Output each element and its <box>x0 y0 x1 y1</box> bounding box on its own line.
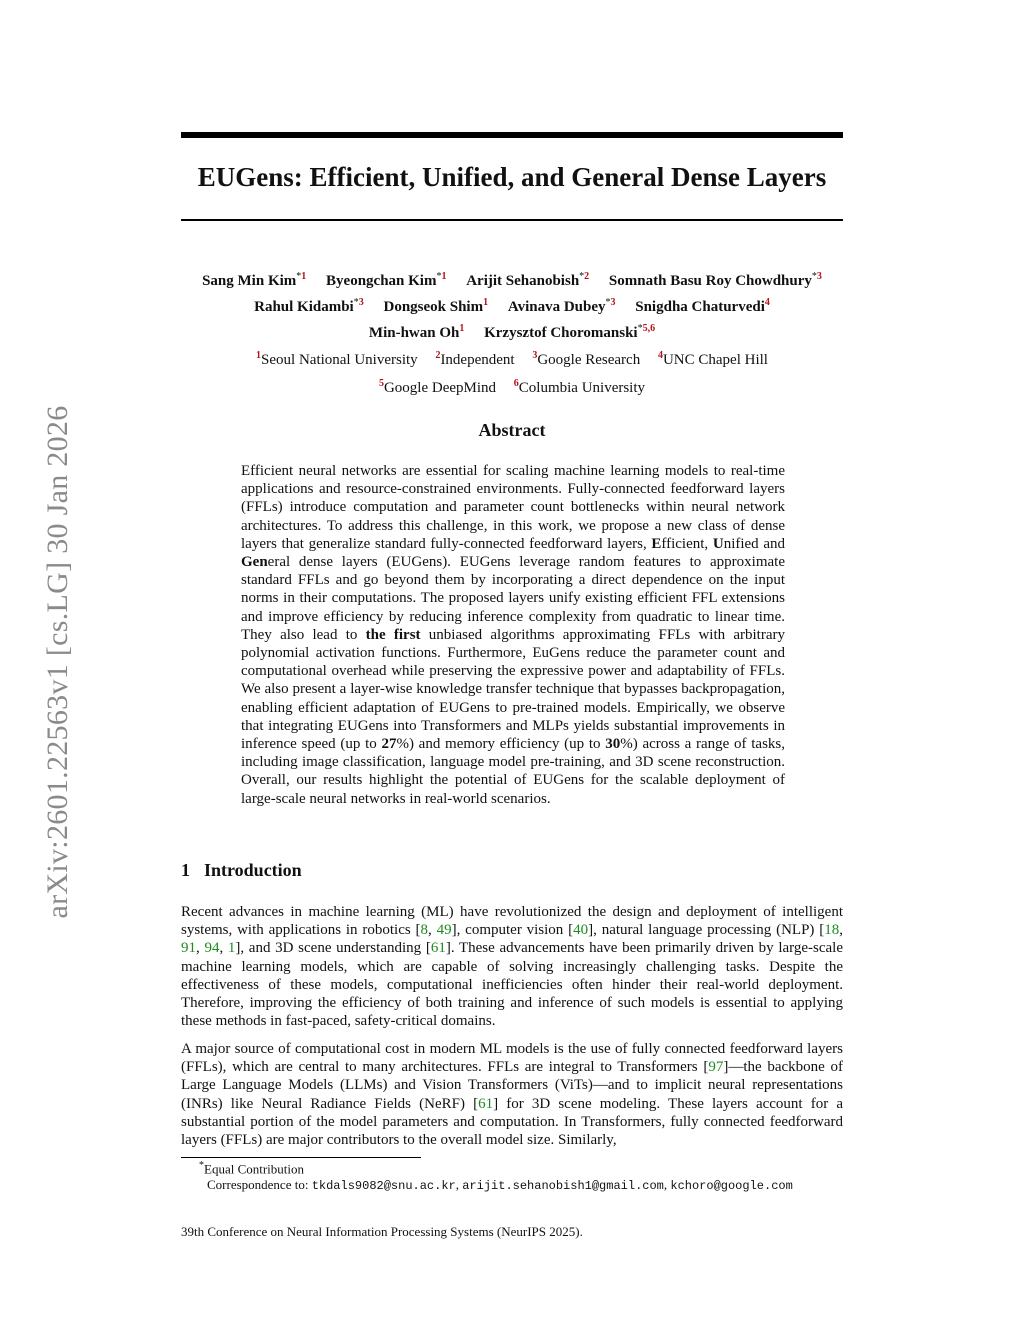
author: Somnath Basu Roy Chowdhury$^{*3}$ <box>608 271 822 289</box>
abstract-body: Efficient neural networks are essential for scaling machine learning models to real-time applications and resource-constrained environments. Fully-connected feedforward layers (FFLs) introduce computation and parameter count bottlenecks within neural network architectures. To address this challenge, in this work, we propose a new class of dense layers that generalize standard fully-connected feedforward layers, Efficient, Unified and General dense layers (EUGens). EUGens leverage random features to approximate standard FFLs and go beyond them by incorporating a direct dependence on the input norms in their computations. The proposed layers unify existing efficient FFL extensions and improve efficiency by reducing inference complexity from quadratic to linear time. They also lead to the first unbiased algorithms approximating FFLs with arbitrary polynomial activation functions. Furthermore, EuGens reduce the parameter count and computational overhead while preserving the expressive power and adaptability of FFLs. We also present a layer-wise knowledge transfer technique that bypasses backpropagation, enabling efficient adaptation of EUGens to pre-trained models. Empirically, we observe that integrating EUGens into Transformers and MLPs yields substantial improvements in inference speed (up to 27%) and memory efficiency (up to 30%) across a range of tasks, including image classification, language model pre-training, and 3D scene reconstruction. Overall, our results highlight the potential of EUGens for the scalable deployment of large-scale neural networks in real-world scenarios. <box>241 463 785 807</box>
footnote-correspondence: Correspondence to: tkdals9082@snu.ac.kr, arijit.sehanobish1@gmail.com, kchoro@google.com <box>207 1177 793 1193</box>
author: Sang Min Kim$^{*1}$ <box>202 271 307 289</box>
title-top-rule <box>181 132 843 138</box>
citation-link[interactable]: 94 <box>204 940 220 957</box>
author: Byeongchan Kim$^{*1}$ <box>326 271 447 289</box>
author-line-3 <box>150 318 874 344</box>
author: Dongseok Shim$^1$ <box>383 297 489 315</box>
affiliation: $^6$Columbia University <box>513 378 646 396</box>
intro-paragraph-1: Recent advances in machine learning (ML) have revolutionized the design and deployment of intelligent systems, with applications in robotics [8, 49], computer vision [40], natural language processing (NLP) [18, 91, 94, 1], and 3D scene understanding [61]. These advancements have been primarily driven by large-scale machine learning models, which are capable of solving increasingly challenging tasks. Despite the effectiveness of these models, computational inefficiencies often hinder their real-world deployment. Therefore, improving the efficiency of both training and inference of such models is essential to applying these methods in fast-paced, safety-critical domains. <box>181 904 844 1030</box>
author: Avinava Dubey$^{*3}$ <box>507 297 616 315</box>
citation-link[interactable]: 1 <box>227 940 236 957</box>
author: Rahul Kidambi$^{*3}$ <box>254 297 364 315</box>
paper-title: EUGens: Efficient, Unified, and General Dense Layers <box>197 162 827 192</box>
section-title: Introduction <box>204 860 302 880</box>
email-link[interactable]: kchoro@google.com <box>670 1179 793 1193</box>
abstract-heading: Abstract <box>478 420 546 440</box>
affiliation: $^5$Google DeepMind <box>378 378 497 396</box>
footnote-rule <box>181 1157 421 1158</box>
title-bottom-rule <box>181 219 843 221</box>
author-line-1 <box>150 266 874 292</box>
author: Snigdha Chaturvedi$^4$ <box>635 297 770 315</box>
author: Min-hwan Oh$^1$ <box>368 323 465 341</box>
intro-paragraph-2: A major source of computational cost in modern ML models is the use of fully connected feedforward layers (FFLs), which are central to many architectures. FFLs are integral to Transformers [97]—the backbone of Large Language Models (LLMs) and Vision Transformers (ViTs)—and to implicit neural representations (INRs) like Neural Radiance Fields (NeRF) [61] for 3D scene modeling. These layers account for a substantial portion of the model parameters and computation. In Transformers, fully connected feedforward layers (FFLs) are major contributors to the overall model size. Similarly, <box>181 1041 844 1149</box>
arxiv-identifier: arXiv:2601.22563v1 [cs.LG] 30 Jan 2026 <box>41 405 74 919</box>
affiliation: $^1$Seoul National University <box>256 350 418 368</box>
author: Krzysztof Choromanski$^{*5,6}$ <box>484 323 656 341</box>
email-link[interactable]: arijit.sehanobish1@gmail.com <box>462 1179 664 1193</box>
citation-link[interactable]: 97 <box>708 1059 724 1076</box>
affiliation: $^4$UNC Chapel Hill <box>657 350 768 368</box>
author-line-2 <box>150 292 874 318</box>
citation-link[interactable]: 40 <box>573 922 589 939</box>
affiliation-line-2 <box>150 372 874 400</box>
citation-link[interactable]: 18 <box>824 922 840 939</box>
affiliation: $^3$Google Research <box>532 350 641 368</box>
citation-link[interactable]: 61 <box>430 940 446 957</box>
author-block <box>150 266 874 400</box>
affiliation: $^2$Independent <box>435 350 515 368</box>
email-link[interactable]: tkdals9082@snu.ac.kr <box>311 1179 456 1193</box>
section-number: 1 <box>181 860 190 880</box>
citation-link[interactable]: 61 <box>478 1095 494 1112</box>
footnote-equal-contribution: *Equal Contribution <box>199 1160 305 1177</box>
affiliation-line-1 <box>150 344 874 372</box>
citation-link[interactable]: 8 <box>420 922 429 939</box>
citation-link[interactable]: 49 <box>436 922 452 939</box>
author: Arijit Sehanobish$^{*2}$ <box>466 271 590 289</box>
conference-note: 39th Conference on Neural Information Processing Systems (NeurIPS 2025). <box>181 1224 583 1239</box>
section-heading-introduction <box>181 860 302 881</box>
citation-link[interactable]: 91 <box>181 940 196 957</box>
